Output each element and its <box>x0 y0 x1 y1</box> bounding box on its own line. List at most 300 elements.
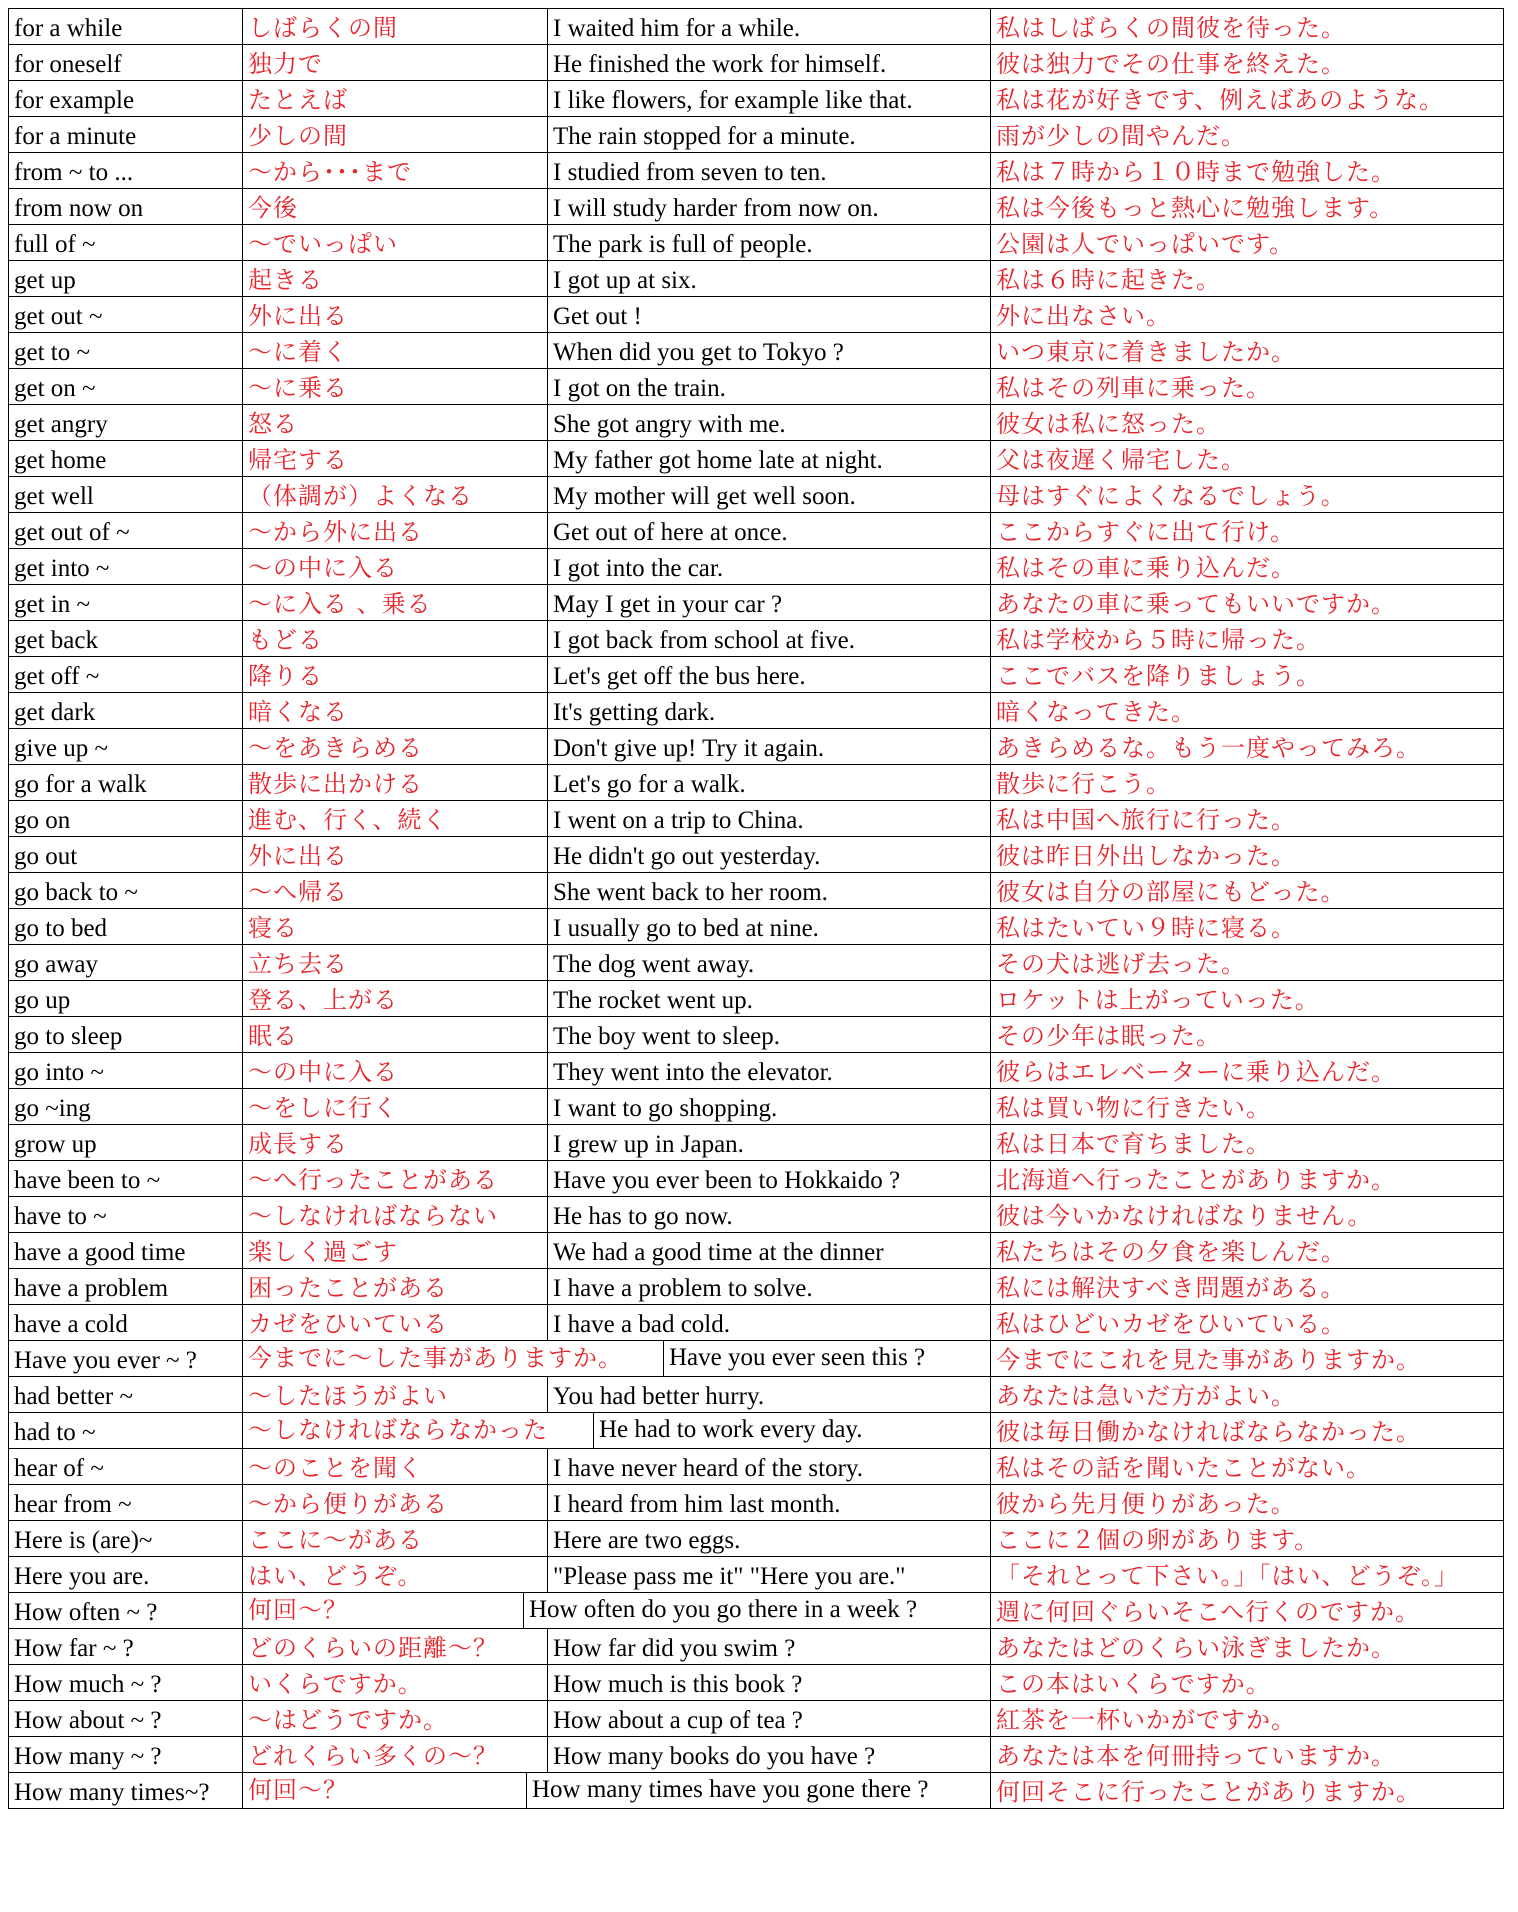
meaning-text: ～から･･･まで <box>248 158 412 186</box>
idiom-cell <box>9 1665 243 1701</box>
translation-text: 彼女は私に怒った。 <box>996 410 1221 438</box>
translation-cell <box>991 189 1504 225</box>
meaning-cell <box>243 1017 548 1053</box>
meaning-cell <box>243 45 548 81</box>
meaning-cell <box>243 297 548 333</box>
translation-cell <box>991 1701 1504 1737</box>
meaning-text: いくらですか。 <box>248 1670 423 1698</box>
example-cell <box>548 1053 991 1089</box>
idiom-cell <box>9 549 243 585</box>
meaning-cell <box>243 333 548 369</box>
example-cell <box>548 1377 991 1413</box>
translation-text: 私は花が好きです、例えばあのような。 <box>996 86 1445 114</box>
idiom-text: go to bed <box>14 915 108 942</box>
example-cell <box>548 189 991 225</box>
meaning-cell <box>243 945 548 981</box>
idiom-table-body <box>9 9 1504 1809</box>
table-row <box>9 1161 1504 1197</box>
table-row <box>9 585 1504 621</box>
idiom-cell <box>9 693 243 729</box>
table-row <box>9 1053 1504 1089</box>
idiom-cell <box>9 765 243 801</box>
example-text: He finished the work for himself. <box>553 51 887 78</box>
table-row <box>9 945 1504 981</box>
meaning-cell <box>243 1053 548 1089</box>
example-text: I got on the train. <box>553 375 726 402</box>
meaning-text: ～の中に入る <box>248 554 398 582</box>
idiom-text: get into ~ <box>14 555 110 582</box>
translation-text: ここに２個の卵があります。 <box>996 1526 1320 1554</box>
idiom-cell <box>9 1233 243 1269</box>
idiom-text: for a minute <box>14 123 137 150</box>
idiom-text: get out ~ <box>14 303 103 330</box>
table-row <box>9 1593 1504 1629</box>
translation-text: あなたはどのくらい泳ぎましたか。 <box>996 1634 1396 1662</box>
example-text: It's getting dark. <box>553 699 716 726</box>
meaning-text: 立ち去る <box>248 950 348 978</box>
idiom-text: have a cold <box>14 1311 128 1338</box>
meaning-text: ～をしに行く <box>248 1094 398 1122</box>
meaning-text: ～でいっぱい <box>248 230 398 258</box>
idiom-cell <box>9 1629 243 1665</box>
idiom-cell <box>9 1485 243 1521</box>
meaning-text: ～の中に入る <box>248 1058 398 1086</box>
example-text: She went back to her room. <box>553 879 828 906</box>
idiom-cell <box>9 1125 243 1161</box>
translation-cell <box>991 1449 1504 1485</box>
example-text: I studied from seven to ten. <box>553 159 827 186</box>
meaning-text: ～しなければならなかった <box>248 1416 548 1444</box>
idiom-text: from now on <box>14 195 144 222</box>
example-text: The boy went to sleep. <box>553 1023 781 1050</box>
example-cell <box>548 1557 991 1593</box>
meaning-text: 降りる <box>248 662 323 690</box>
example-cell <box>548 477 991 513</box>
idiom-text: hear from ~ <box>14 1491 132 1518</box>
translation-text: 外に出なさい。 <box>996 302 1171 330</box>
translation-cell <box>991 873 1504 909</box>
meaning-text: 何回～？ <box>248 1596 348 1624</box>
translation-text: 週に何回ぐらいそこへ行くのですか。 <box>996 1598 1421 1626</box>
example-text: How many books do you have ? <box>553 1743 876 1770</box>
table-row <box>9 477 1504 513</box>
meaning-cell <box>243 1737 548 1773</box>
translation-cell <box>991 261 1504 297</box>
idiom-text: get well <box>14 483 94 510</box>
meaning-cell <box>243 1269 548 1305</box>
table-row <box>9 1557 1504 1593</box>
table-row <box>9 261 1504 297</box>
idiom-cell <box>9 1737 243 1773</box>
table-row <box>9 1485 1504 1521</box>
translation-cell <box>991 837 1504 873</box>
meaning-text: 散歩に出かける <box>248 770 423 798</box>
idiom-text: Have you ever ~ ? <box>14 1347 197 1374</box>
idiom-text: have to ~ <box>14 1203 107 1230</box>
example-text: He didn't go out yesterday. <box>553 843 821 870</box>
idiom-cell <box>9 657 243 693</box>
translation-cell <box>991 1053 1504 1089</box>
idiom-cell <box>9 1449 243 1485</box>
table-row <box>9 801 1504 837</box>
meaning-text: 帰宅する <box>248 446 348 474</box>
example-text: My mother will get well soon. <box>553 483 856 510</box>
meaning-cell <box>243 477 548 513</box>
table-row <box>9 81 1504 117</box>
example-cell <box>548 117 991 153</box>
idiom-text: go to sleep <box>14 1023 123 1050</box>
idiom-text: get out of ~ <box>14 519 130 546</box>
meaning-cell <box>243 549 548 585</box>
example-cell <box>548 45 991 81</box>
example-text: We had a good time at the dinner <box>553 1239 884 1266</box>
idiom-text: get angry <box>14 411 108 438</box>
meaning-cell <box>243 1377 548 1413</box>
idiom-text: go up <box>14 987 71 1014</box>
meaning-text: どれくらい多くの～？ <box>248 1742 498 1770</box>
translation-text: 紅茶を一杯いかがですか。 <box>996 1706 1296 1734</box>
idiom-text: from ~ to ... <box>14 159 134 186</box>
idiom-cell <box>9 441 243 477</box>
example-text: I grew up in Japan. <box>553 1131 744 1158</box>
table-row <box>9 657 1504 693</box>
meaning-cell <box>243 153 548 189</box>
meaning-text: ～をあきらめる <box>248 734 423 762</box>
table-row <box>9 225 1504 261</box>
idiom-cell <box>9 1413 243 1449</box>
translation-cell <box>991 765 1504 801</box>
idiom-text: get up <box>14 267 76 294</box>
translation-cell <box>991 369 1504 405</box>
table-row <box>9 153 1504 189</box>
translation-cell <box>991 1665 1504 1701</box>
example-cell <box>548 657 991 693</box>
idiom-cell <box>9 801 243 837</box>
translation-cell <box>991 621 1504 657</box>
meaning-cell <box>243 513 548 549</box>
example-cell <box>548 1125 991 1161</box>
table-row <box>9 1233 1504 1269</box>
idiom-cell <box>9 1773 243 1809</box>
idiom-cell <box>9 837 243 873</box>
idiom-text: Here you are. <box>14 1563 150 1590</box>
meaning-text: 暗くなる <box>248 698 348 726</box>
meaning-cell <box>243 621 548 657</box>
idiom-cell <box>9 1089 243 1125</box>
example-cell <box>548 1449 991 1485</box>
table-row <box>9 1665 1504 1701</box>
idiom-cell <box>9 1053 243 1089</box>
translation-text: 私は買い物に行きたい。 <box>996 1094 1271 1122</box>
translation-text: 私は今後もっと熱心に勉強します。 <box>996 194 1395 222</box>
translation-text: 彼は毎日働かなければならなかった。 <box>996 1418 1421 1446</box>
meaning-text: もどる <box>248 626 323 654</box>
translation-text: 彼から先月便りがあった。 <box>996 1490 1296 1518</box>
example-text: I heard from him last month. <box>553 1491 841 1518</box>
meaning-cell <box>243 189 548 225</box>
idiom-cell <box>9 333 243 369</box>
table-row <box>9 1413 1504 1449</box>
table-row <box>9 1377 1504 1413</box>
example-cell <box>548 1737 991 1773</box>
example-text: The rocket went up. <box>553 987 753 1014</box>
meaning-text: ～のことを聞く <box>248 1454 423 1482</box>
table-row <box>9 1341 1504 1377</box>
meaning-cell <box>243 873 548 909</box>
meaning-cell <box>243 225 548 261</box>
example-text: I have a problem to solve. <box>553 1275 813 1302</box>
meaning-example-cell <box>243 1341 991 1377</box>
idiom-text: How much ~ ? <box>14 1671 162 1698</box>
example-cell <box>548 9 991 45</box>
table-row <box>9 45 1504 81</box>
table-row <box>9 1197 1504 1233</box>
translation-text: 私はしばらくの間彼を待った。 <box>996 14 1346 42</box>
meaning-cell <box>243 1161 548 1197</box>
example-text: May I get in your car ? <box>553 591 783 618</box>
meaning-text: たとえば <box>248 86 348 114</box>
example-text: I got back from school at five. <box>553 627 855 654</box>
example-text: I waited him for a while. <box>553 15 801 42</box>
idiom-cell <box>9 9 243 45</box>
idiom-text: go out <box>14 843 78 870</box>
meaning-text: 怒る <box>248 410 298 438</box>
idiom-cell <box>9 621 243 657</box>
example-cell <box>548 873 991 909</box>
table-row <box>9 1269 1504 1305</box>
translation-text: ロケットは上がっていった。 <box>996 986 1320 1014</box>
example-cell <box>548 1197 991 1233</box>
translation-text: ここでバスを降りましょう。 <box>996 662 1321 690</box>
translation-text: 私たちはその夕食を楽しんだ。 <box>996 1238 1346 1266</box>
translation-text: 私はその話を聞いたことがない。 <box>996 1454 1371 1482</box>
example-text: Don't give up! Try it again. <box>553 735 825 762</box>
meaning-text: しばらくの間 <box>248 14 398 42</box>
translation-text: 私は７時から１０時まで勉強した。 <box>996 158 1396 186</box>
example-cell <box>548 1485 991 1521</box>
meaning-cell <box>243 765 548 801</box>
translation-text: ここからすぐに出て行け。 <box>996 518 1296 546</box>
translation-cell <box>991 693 1504 729</box>
translation-cell <box>991 1233 1504 1269</box>
meaning-text: ～に着く <box>248 338 348 366</box>
translation-cell <box>991 333 1504 369</box>
idiom-cell <box>9 585 243 621</box>
translation-cell <box>991 1377 1504 1413</box>
meaning-text: 眠る <box>248 1022 298 1050</box>
translation-cell <box>991 1161 1504 1197</box>
meaning-text: 独力で <box>248 50 323 78</box>
idiom-text: for a while <box>14 15 123 42</box>
example-text: They went into the elevator. <box>553 1059 833 1086</box>
translation-text: いつ東京に着きましたか。 <box>996 338 1296 366</box>
idiom-cell <box>9 1701 243 1737</box>
meaning-cell <box>243 909 548 945</box>
translation-text: その犬は逃げ去った。 <box>996 950 1246 978</box>
example-text: Let's go for a walk. <box>553 771 746 798</box>
table-row <box>9 873 1504 909</box>
idiom-text: for oneself <box>14 51 122 78</box>
idiom-text: How many times~? <box>14 1779 210 1806</box>
idiom-cell <box>9 1161 243 1197</box>
idiom-cell <box>9 981 243 1017</box>
example-cell <box>548 1089 991 1125</box>
idiom-cell <box>9 873 243 909</box>
translation-cell <box>991 297 1504 333</box>
example-text: Let's get off the bus here. <box>553 663 806 690</box>
example-cell <box>548 945 991 981</box>
table-row <box>9 1305 1504 1341</box>
example-text: Have you ever been to Hokkaido ? <box>553 1167 901 1194</box>
meaning-cell <box>243 405 548 441</box>
idiom-cell <box>9 81 243 117</box>
idiom-cell <box>9 369 243 405</box>
idiom-text: get dark <box>14 699 96 726</box>
table-row <box>9 1125 1504 1161</box>
translation-text: 彼らはエレベーターに乗り込んだ。 <box>996 1058 1396 1086</box>
meaning-cell <box>243 801 548 837</box>
idiom-text: get off ~ <box>14 663 100 690</box>
translation-text: あなたの車に乗ってもいいですか。 <box>996 590 1396 618</box>
meaning-cell <box>243 1089 548 1125</box>
example-text: I like flowers, for example like that. <box>553 87 913 114</box>
meaning-cell <box>243 1629 548 1665</box>
translation-text: 公園は人でいっぱいです。 <box>996 230 1295 258</box>
table-row <box>9 1449 1504 1485</box>
idiom-cell <box>9 909 243 945</box>
translation-text: 彼は独力でその仕事を終えた。 <box>996 50 1346 78</box>
example-text: You had better hurry. <box>553 1383 765 1410</box>
example-text: I have a bad cold. <box>553 1311 731 1338</box>
example-cell <box>548 585 991 621</box>
idiom-cell <box>9 1017 243 1053</box>
translation-text: 私は学校から５時に帰った。 <box>996 626 1321 654</box>
example-text: How about a cup of tea ? <box>553 1707 803 1734</box>
translation-text: あきらめるな。もう一度やってみろ。 <box>996 734 1421 762</box>
table-row <box>9 837 1504 873</box>
translation-cell <box>991 1089 1504 1125</box>
translation-cell <box>991 585 1504 621</box>
example-cell <box>548 81 991 117</box>
translation-text: 私には解決すべき問題がある。 <box>996 1274 1346 1302</box>
example-text: The dog went away. <box>553 951 755 978</box>
idiom-text: get home <box>14 447 107 474</box>
example-cell <box>548 333 991 369</box>
translation-cell <box>991 81 1504 117</box>
meaning-text: 外に出る <box>248 842 348 870</box>
meaning-cell <box>243 1449 548 1485</box>
idiom-cell <box>9 1305 243 1341</box>
idiom-table <box>8 8 1504 1809</box>
idiom-cell <box>9 945 243 981</box>
meaning-cell <box>243 117 548 153</box>
table-row <box>9 1521 1504 1557</box>
example-cell <box>548 441 991 477</box>
idiom-cell <box>9 261 243 297</box>
translation-cell <box>991 513 1504 549</box>
meaning-text: ここに～がある <box>248 1526 423 1554</box>
example-text: My father got home late at night. <box>553 447 883 474</box>
meaning-cell <box>243 1125 548 1161</box>
translation-cell <box>991 225 1504 261</box>
meaning-cell <box>243 729 548 765</box>
idiom-text: have a good time <box>14 1239 186 1266</box>
idiom-cell <box>9 477 243 513</box>
example-text: I want to go shopping. <box>553 1095 778 1122</box>
translation-text: 私はひどいカゼをひいている。 <box>996 1310 1346 1338</box>
table-row <box>9 513 1504 549</box>
idiom-text: get back <box>14 627 98 654</box>
idiom-text: have a problem <box>14 1275 169 1302</box>
table-row <box>9 1701 1504 1737</box>
idiom-text: give up ~ <box>14 735 109 762</box>
example-cell <box>548 513 991 549</box>
translation-text: 彼は今いかなければなりません。 <box>996 1202 1373 1230</box>
idiom-cell <box>9 297 243 333</box>
table-row <box>9 729 1504 765</box>
translation-cell <box>991 1413 1504 1449</box>
meaning-cell <box>243 369 548 405</box>
idiom-text: get to ~ <box>14 339 91 366</box>
meaning-text: ～に入る 、乗る <box>248 590 432 618</box>
meaning-text: 登る、上がる <box>248 986 398 1014</box>
idiom-text: How many ~ ? <box>14 1743 162 1770</box>
example-cell <box>548 297 991 333</box>
table-row <box>9 1773 1504 1809</box>
idiom-cell <box>9 1377 243 1413</box>
translation-cell <box>991 1773 1504 1809</box>
idiom-text: for example <box>14 87 135 114</box>
example-text: How far did you swim ? <box>553 1635 796 1662</box>
translation-text: その少年は眠った。 <box>996 1022 1221 1050</box>
example-text: I usually go to bed at nine. <box>553 915 819 942</box>
translation-text: 彼女は自分の部屋にもどった。 <box>996 878 1346 906</box>
example-cell <box>548 837 991 873</box>
meaning-text: カゼをひいている <box>248 1310 448 1338</box>
example-text: I have never heard of the story. <box>553 1455 864 1482</box>
example-cell <box>548 1161 991 1197</box>
idiom-cell <box>9 1341 243 1377</box>
example-cell <box>548 981 991 1017</box>
example-cell <box>548 405 991 441</box>
meaning-cell <box>243 981 548 1017</box>
idiom-text: Here is (are)~ <box>14 1527 153 1554</box>
translation-cell <box>991 1593 1504 1629</box>
idiom-cell <box>9 45 243 81</box>
translation-text: この本はいくらですか。 <box>996 1670 1271 1698</box>
translation-cell <box>991 117 1504 153</box>
translation-text: 暗くなってきた。 <box>996 698 1196 726</box>
idiom-cell <box>9 225 243 261</box>
translation-cell <box>991 441 1504 477</box>
example-cell <box>548 801 991 837</box>
example-cell <box>548 1629 991 1665</box>
translation-cell <box>991 1341 1504 1377</box>
translation-text: 彼は昨日外出しなかった。 <box>996 842 1296 870</box>
table-row <box>9 1737 1504 1773</box>
idiom-cell <box>9 1197 243 1233</box>
meaning-text: はい、どうぞ。 <box>248 1562 423 1590</box>
idiom-cell <box>9 405 243 441</box>
translation-text: 「それとって下さい。」「はい、どうぞ。」 <box>996 1562 1460 1590</box>
idiom-cell <box>9 117 243 153</box>
idiom-cell <box>9 729 243 765</box>
idiom-text: grow up <box>14 1131 97 1158</box>
meaning-cell <box>243 585 548 621</box>
example-text: The park is full of people. <box>553 231 813 258</box>
translation-cell <box>991 1485 1504 1521</box>
table-row <box>9 693 1504 729</box>
